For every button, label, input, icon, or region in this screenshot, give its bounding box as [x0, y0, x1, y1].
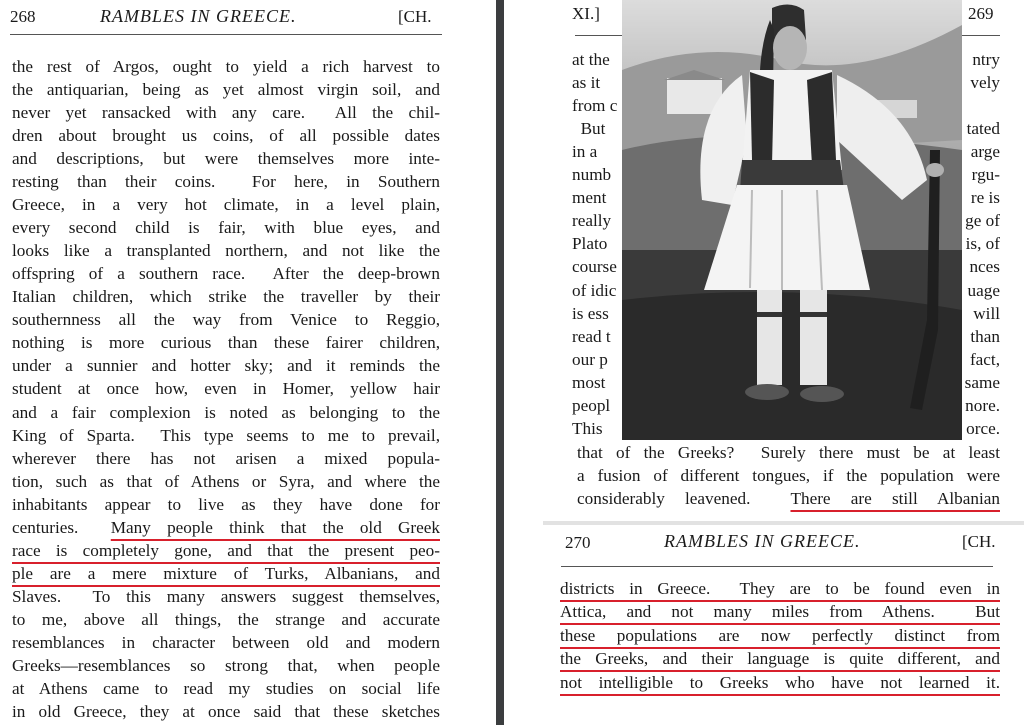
text-line: [12, 308, 440, 331]
fragment-right: rgu-: [971, 165, 1000, 185]
line-text: to me, above all things, the strange and accurate: [12, 610, 440, 630]
text-line: [12, 354, 440, 377]
fragment-right: vely: [970, 73, 1000, 93]
fragment-right: is, of: [965, 234, 1000, 254]
line-text: offspring of a southern race. After the deep-brown: [12, 264, 440, 284]
fragment-left: is ess: [572, 303, 609, 323]
line-text: Slaves. To this many answers suggest themselves,: [12, 587, 440, 607]
chapter-mark: [CH.: [962, 532, 996, 551]
fragment-left: course: [572, 257, 617, 277]
line-text: Italian children, which strike the traveller by their: [12, 287, 440, 307]
text-line: [577, 441, 1000, 464]
line-text: Greece, in a very hot climate, in a level plain,: [12, 194, 440, 214]
text-line: [12, 331, 440, 354]
fragment-left: Plato: [572, 234, 608, 254]
page-separator: [543, 521, 1024, 525]
text-line: [12, 262, 440, 285]
line-text: nothing is more curious than these fairer children,: [12, 333, 440, 353]
text-line: [12, 377, 440, 400]
text-line: [12, 101, 440, 124]
line-text: considerably leavened.: [577, 489, 791, 509]
text-line: [12, 424, 440, 447]
line-text: never yet ransacked with any care. All the chil-: [12, 102, 440, 122]
line-text: that of the Greeks? Surely there must be at least: [577, 443, 1000, 462]
line-text: resting than their coins. For here, in Southern: [12, 171, 440, 191]
line-text: and descriptions, but were themselves more inte-: [12, 148, 440, 168]
running-title: RAMBLES IN GREECE.: [100, 6, 297, 26]
fragment-left: of idic: [572, 280, 617, 300]
text-line: [12, 562, 440, 585]
fragment-right: than: [970, 326, 1000, 346]
text-line: [12, 516, 440, 539]
fragment-right: nore.: [965, 395, 1000, 415]
underlined-text: ple are a mere mixture of Turks, Albanians, and: [12, 564, 440, 584]
line-text: under a sunnier and hotter sky; and it reminds the: [12, 356, 440, 376]
line-text: dren about brought us coins, of all possible dates: [12, 125, 440, 145]
fragment-left: our p: [572, 349, 608, 369]
line-text: the rest of Argos, ought to yield a rich harvest to: [12, 56, 440, 76]
line-text: wherever there has not arisen a mixed popula-: [12, 448, 440, 468]
text-line: [577, 464, 1000, 487]
underlined-text: not intelligible to Greeks who have not learned it.: [560, 672, 1000, 692]
line-text: southernness all the way from Venice to Reggio,: [12, 310, 440, 330]
line-text: tion, such as that of Athens or Syra, and where the: [12, 471, 440, 491]
line-text: every second child is fair, with blue eyes, and: [12, 217, 440, 237]
fragment-left: peopl: [572, 395, 611, 415]
chapter-mark: [CH.: [398, 7, 432, 26]
text-line: [12, 170, 440, 193]
text-line: [12, 447, 440, 470]
text-line: [12, 55, 440, 78]
text-line: [12, 677, 440, 700]
header-rule: [10, 34, 442, 35]
fragment-right: tated: [966, 119, 1000, 139]
page-number-270: 270: [565, 533, 591, 552]
line-text: student at once how, even in Homer, yellow hair: [12, 379, 440, 399]
text-line: [12, 193, 440, 216]
text-line: [12, 470, 440, 493]
line-text: a fusion of different tongues, if the population were: [577, 466, 1000, 486]
fragment-right: arge: [970, 142, 1000, 162]
text-line: [12, 239, 440, 262]
text-line: [12, 654, 440, 677]
underlined-text: Many people think that the old Greek: [110, 517, 440, 537]
page-number-269: 269: [968, 4, 994, 23]
fragment-right: same: [964, 372, 1000, 392]
text-line: [12, 78, 440, 101]
text-line: [12, 608, 440, 631]
text-line: [12, 585, 440, 608]
fragment-left: at the: [572, 50, 610, 69]
fragment-right: fact,: [969, 349, 1000, 369]
text-line: [560, 624, 1000, 647]
underlined-text: There are still Albanian: [790, 489, 1000, 509]
line-text: inhabitants appear to live as they have done for: [12, 494, 440, 514]
line-text: Greeks—resemblances so strong that, when people: [12, 656, 440, 676]
text-line: [12, 124, 440, 147]
text-line: [12, 285, 440, 308]
photo-man-in-fustanella: [622, 0, 962, 440]
text-line: [560, 647, 1000, 670]
fragment-left: really: [572, 211, 612, 231]
chapter-mark: XI.]: [572, 4, 600, 23]
text-line: [12, 216, 440, 239]
fragment-left: most: [572, 372, 606, 392]
page-divider: [496, 0, 504, 725]
fragment-left: read t: [572, 326, 611, 346]
line-text: at Athens came to read my studies on social life: [12, 679, 440, 699]
fragment-left: This: [572, 418, 603, 438]
fragment-left: in a: [572, 142, 598, 162]
text-line: [12, 539, 440, 562]
fragment-right: ntry: [972, 50, 1000, 69]
text-line: [12, 700, 440, 723]
line-text: and a fair complexion is noted as belonging to the: [12, 402, 440, 422]
text-line: [560, 671, 1000, 694]
fragment-right: re is: [970, 188, 1000, 208]
underlined-text: the Greeks, and their language is quite different, and: [560, 649, 1000, 669]
text-line: [12, 401, 440, 424]
fragment-right: ge of: [965, 211, 1000, 231]
underlined-text: districts in Greece. They are to be found even in: [560, 579, 1000, 598]
fragment-left: ment: [572, 188, 607, 208]
fragment-right: orce.: [966, 418, 1000, 438]
fragment-right: nces: [969, 257, 1000, 277]
fragment-right: will: [973, 303, 1000, 323]
text-line: [12, 493, 440, 516]
underlined-text: these populations are now perfectly distinct from: [560, 625, 1000, 645]
running-title: RAMBLES IN GREECE.: [664, 531, 861, 551]
text-line: [12, 147, 440, 170]
fragment-right: uage: [967, 280, 1000, 300]
page-number-268: 268: [10, 7, 36, 26]
underlined-text: race is completely gone, and that the present peo-: [12, 540, 440, 560]
fragment-left: as it: [572, 73, 601, 93]
line-text: the antiquarian, being as yet almost virgin soil, and: [12, 79, 440, 99]
text-line: [560, 577, 1000, 600]
text-line: [560, 600, 1000, 623]
fragment-left: But: [572, 119, 606, 139]
underlined-text: Attica, and not many miles from Athens. But: [560, 602, 1000, 622]
line-text: King of Sparta. This type seems to me to prevail,: [12, 425, 440, 445]
text-line: [12, 631, 440, 654]
line-text: in old Greece, they at once said that these sketches: [12, 702, 440, 722]
text-line: [577, 487, 1000, 510]
header-rule: [561, 566, 993, 567]
line-text: centuries.: [12, 517, 111, 537]
line-text: looks like a transplanted northern, and not like the: [12, 241, 440, 261]
fragment-left: from c: [572, 96, 618, 116]
line-text: resemblances in character between old and modern: [12, 633, 440, 653]
fragment-left: numb: [572, 165, 612, 185]
